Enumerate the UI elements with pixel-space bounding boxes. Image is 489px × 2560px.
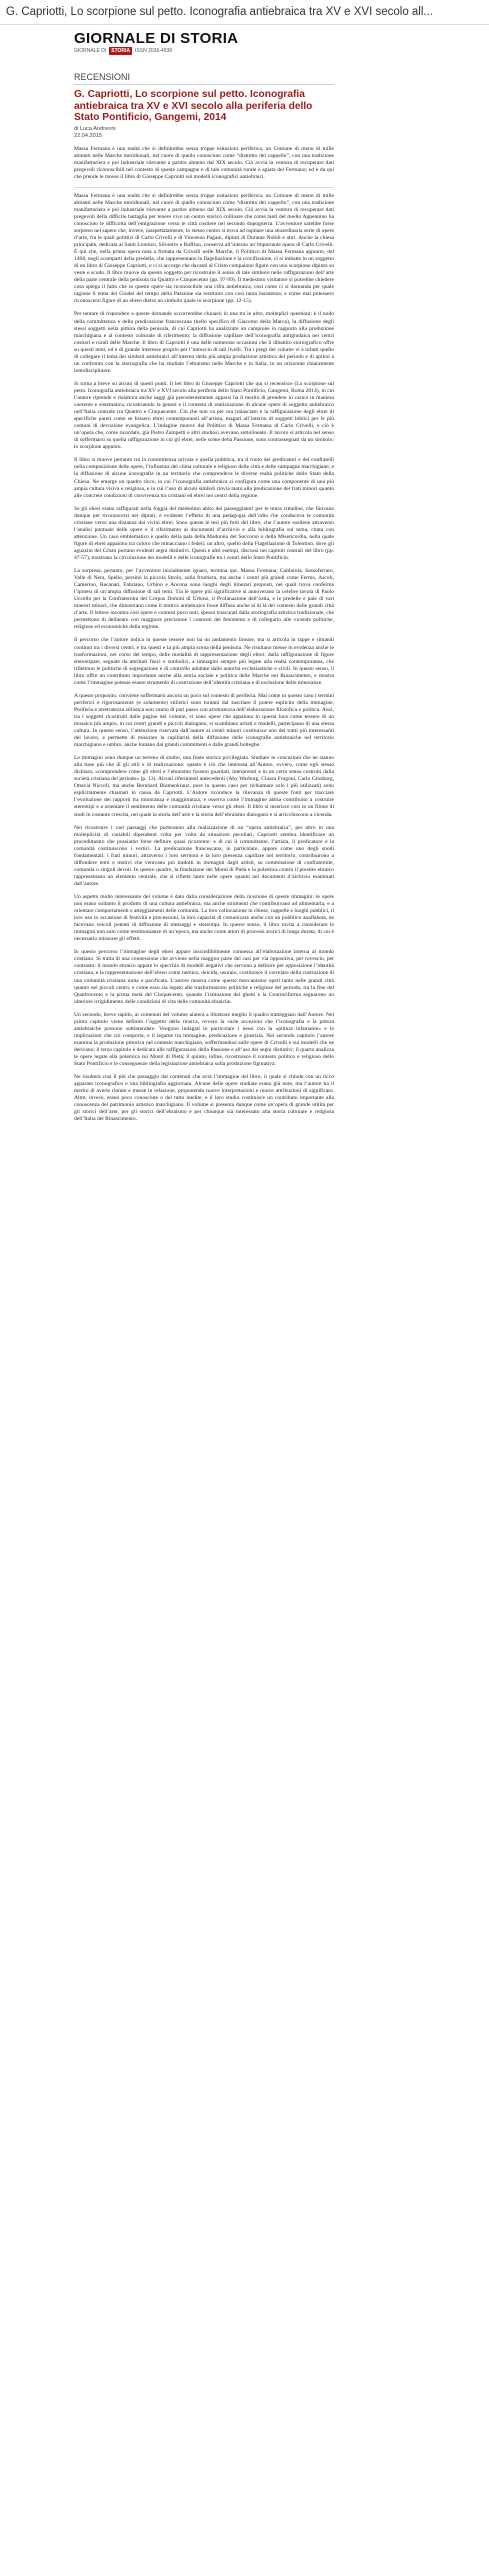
article-paragraph: Un secondo, breve rapido, ai contenuti del volume aiuterà a illustrare meglio il quadro tratteggiato dall’Autore. Nel primo capitolo viene definito l’oggetto della ricerca, ovvero la varie accezioni che l’iconografia e la pittura antiebraiche possono sottintendere. Vengono indagati in particolare i nessi con la «pittura infamante» e le implicazioni che ciò comporta, e il legame tra immagine, predicazione e giustizia. Nel secondo capitolo l’autore esamina la produzione pittorica nel contesto marchigiano, soffermandosi sulle opere di Crivelli e sui modelli che ne derivano; il terzo capitolo è dedicato alle raffigurazioni della Passione e all’uso dei segni distintivi; il quarto analizza le opere legate alla polemica sui Monti di Pietà; il quinto, infine, ricostruisce il contesto politico e religioso dello Stato Pontificio e le conseguenze della legislazione antiebraica sulla produzione figurativa. [74, 1011, 334, 1068]
article-paragraph: Il libro si muove pertanto tra la committenza privata e quella pubblica, tra il ruolo dei predicatori e dei confratelli nella composizione delle opere, l’influenza del clima culturale e religioso delle città e delle campagne marchigiane, e la diffusione di alcune iconografie in un territorio che comprendeva le diverse realtà politiche dello Stato della Chiesa. Ne emerge un quadro ricco, in cui l’iconografia antiebraica si configura come una componente di una più ampia cultura visiva e religiosa, e in cui l’uso di alcuni simboli rinvia tanto alla predicazione dei frati minori quanto alle concrete condizioni di convivenza tra cristiani ed ebrei nei centri della regione. [74, 457, 334, 499]
article-paragraph: Massa Fermana è una realtà che si definirebbe senza troppe esitazioni periferica, un Comune di meno di mille abitanti nelle Marche meridionali, nel cuore di quello conosciuto come “distretto del cappello”, con una tradizione manifatturiera e poi industriale rilevante a partire almeno dal XIX secolo. Ciò avvia la ventura di recuperare dati pregevoli della difficile battaglia per tenere vivo un centro storico collinare che come tanti del medio Appennino ha conosciuto le difficoltà dell’emigrazione verso le città costiere nel secondo dopoguerra. L’avventore sarebbe forse sorpreso nel sapere che, invece, inaspettatamente, lo stesso centro si trova ad ospitare una straordinaria serie di opere d’arte, fra le quali polittici di Carlo Crivelli e di Vincenzo Pagani, dipinti di Durante Nobili e altri. Anche la chiesa principale, dedicata ai Santi Lorenzo, Silvestro e Ruffino, conserva all’interno un’importante opera di Carlo Crivelli. È qui che, nella prima opera nota a firmata da Crivelli nelle Marche, il Polittico di Massa Fermana appunto, del 1468, negli scomparti della predella, che rappresentano la flagellazione e la crocifissione, ci si imbatte in un soggetto di un libro di Giuseppe Capriotti, e ci si accorge che davanti al Cristo compaiono figure con uno scorpione dipinto su veste e scudo. Il libro muove da questo soggetto per ricostruire il senso di tale simbolo nelle raffigurazioni dell’arte della parte centrale della penisola tra Quattro e Cinquecento (pp. 97-99). Il medesimo visitatore si potrebbe chiedere cosa spiega il fatto che in queste opere sia riconoscibile una cifra antiebraica, così come ci si domanda per quale ragione il tema dei Giudei del tempo della Passione sia restituito con così tanta insistenza; e come mai potessero riconoscersi figure di un ebreo dietro un simbolo quale lo scorpione (pp. 12-15). [74, 192, 334, 305]
article-body [74, 193, 334, 1124]
article-paragraph: In questo percorso l’immagine degli ebrei appare inscindibilmente connessa all’elaborazione interna al mondo cristiano. Si tratta di una connessione che avviene nella maggior parte dei casi per via oppositiva, per rovescio, per contrasto: il mondo ebraico appare lo specchio di modelli negativi che servono a definire per opposizione l’identità cristiana, e la rappresentazione dell’ebreo come nemico, deicida, usuraio, costituisce il correlato della costruzione di una comunità cristiana unita e pacificata. L’autore mostra come questo meccanismo operi tanto nelle grandi città quanto nei piccoli centri, e come esso sia legato alle trasformazioni politiche e religiose del periodo, tra la fine del Quattrocento e la prima metà del Cinquecento, quando l’istituzione dei ghetti e la Controriforma segnarono un ulteriore irrigidimento delle condizioni di vita delle comunità ebraiche. [74, 949, 334, 1005]
article-paragraph: La sorpresa, pertanto, per l’avventore inizialmente ignaro, termina qui. Massa Fermana, Caldarola, Sassoferrato, Valle di Nera, Spello, persino la piccola Strolo, sulla frontiera, ma anche i centri più grandi come Fermo, Ascoli, Camerino, Recanati, Fabriano, Urbino e Ancona sono luoghi degli itinerari proposti, nei quali trova conferma l’ipotesi di un’ampia diffusione di tali temi. Tra le opere più significative si annoverano la celebre tavola di Paolo Uccello per la Confraternita del Corpus Domini di Urbino, il Profanazione dell’ostia, e le predelle e pale di vari maestri minori, che dimostrano come il motivo antiebraico fosse diffuso anche al di là del contesto delle grandi città d’arte. Il lettore incontra così opere e contesti poco noti, spesso trascurati dalla storiografia artistica tradizionale, che permettono di delineare con maggiore precisione i contorni del fenomeno e di collegarlo alle vicende politiche, religiose ed economiche della regione. [74, 568, 334, 631]
article-paragraph: Se gli ebrei erano raffigurati nella foggia del medesimo abito dei passeggiatori per le mura cittadine, che finivano dunque per riconoscersi nei dipinti, è evidente l’effetto di una pedagogia dell’odio che conduceva le comunità cristiane verso una distanza dai vicini ebrei. Sono queste le tesi più forti del libro, che l’autore sostiene attraverso l’analisi puntuale delle opere e il riferimento ai documenti d’archivio e alla bibliografia sul tema, citata con attenzione. Un caso emblematico è quello della pala della Madonna del Soccorso o della Misericordia, nella quale figure di ebrei appaiono tra coloro che minacciano i fedeli; un altro, quello della Flagellazione di Tolentino, dove gli aguzzini del Cristo portano evidenti segni distintivi. Questi e altri esempi, discussi nei capitoli centrali del libro (pp. 47-57), mostrano la circolazione dei modelli e delle iconografie tra i centri dello Stato Pontificio. [74, 505, 334, 561]
article-author: di Luca Andreoni [74, 125, 116, 132]
article-paragraph: Ne risulterà così il più che passaggio dai contenuti che avrà l’immagine del libro, il quale si chiude con un ricco apparato iconografico e una bibliografia aggiornata. Alcune delle opere studiate erano già note, ma l’autore ha il merito di averle riunite e messe in relazione, proponendo nuove interpretazioni e nuove attribuzioni di significato. Altre, invece, erano poco conosciute o del tutto inedite, e il loro studio costituisce un contributo importante alla conoscenza del patrimonio artistico marchigiano. Il volume si presenta dunque come un’opera di grande utilità per gli storici dell’arte, per gli storici dell’ebraismo e per chiunque sia interessato alla storia culturale e religiosa dell’Italia del Rinascimento. [74, 1074, 334, 1123]
section-label[interactable]: RECENSIONI [74, 69, 334, 85]
article-title: G. Capriotti, Lo scorpione sul petto. Iconografia antiebraica tra XV e XVI secolo alla periferia dello Stato Pontificio, Gangemi, 2014 [74, 89, 313, 123]
article-paragraph: Nei ricostruire i vari passaggi che porteranno alla realizzazione di un “opera antiebraica”, per altro in una molteplicità di variabili dipendenti volta per volta da situazioni peculiari, Capriotti sembra identificare un procedimento che possiamo forse definire quasi ricorrente: e di cui il committente, l’artista, il predicatore e la comunità costituiscono i vertici. La predicazione francescana, in particolare, appare come uno degli snodi fondamentali: i frati minori, attraverso i loro sermoni e la loro presenza capillare nel territorio, contribuirono a diffondere temi e motivi che venivano poi tradotti in immagini dagli artisti, su commissione di confraternite, comunità o singoli devoti. In questo quadro, la fondazione dei Monti di Pietà e la polemica contro il prestito ebraico rappresentano un elemento centrale, che si riflette tanto nelle opere quanto nei documenti d’archivio esaminati dall’autore. [74, 824, 334, 887]
site-logo[interactable] [74, 31, 334, 65]
article-paragraph: Il percorso che l’autore indica in queste tessere non ha un andamento lineare, ma si articola in tappe e rimandi continui tra i diversi centri, e tra questi e la più ampia scena della penisola. Ne risultano messe in evidenza anche le trasformazioni, nel corso del tempo, delle modalità di rappresentazione degli ebrei: dalla raffigurazione di figure stereotipate, segnate da attributi fisici e simbolici, a immagini sempre più legate alla realtà contemporanea, che riflettono le politiche di segregazione e di controllo adottate dalle autorità ecclesiastiche e civili. In questo senso, il libro offre un contributo importante anche alla storia sociale e politica delle Marche nel Rinascimento, e mostra come l’immagine potesse essere strumento di costruzione dell’identità cristiana e di esclusione delle minoranze. [74, 637, 334, 686]
article-paragraph: Per tentare di rispondere a queste domande occorrerebbe chinarsi in una tra le altre, molteplici questioni: è il nodo della committenza e della predicazione francescana (nello specifico di Giacomo della Marca), la diffusione degli stessi soggetti nella pittura della penisola, di cui Capriotti ha analizzato un campione in rapporto alla produzione marchigiana e al contesto culturale di riferimento; la diffusione capillare dell’iconografia antigiudaica nei centri costieri e rurali delle Marche. Il libro di Capriotti è una delle numerose occasioni che il dibattito storiografico offre su questi temi, ed è di grande interesse proprio per l’intreccio di tali livelli. Tra i pregi del volume vi è infatti quello di collegare il tema dei simboli antiebraici all’interno della più ampia produzione artistica del periodo e di aprirsi a un confronto con la storiografia che ha studiato l’ebraismo nelle Marche e in Italia, in un orizzonte chiaramente interdisciplinare. [74, 311, 334, 374]
article-date: 22.04.2015 [74, 132, 102, 139]
page-container [74, 31, 334, 1123]
divider [74, 187, 334, 188]
article-paragraph: Un aspetto molto interessante del volume è dato dalla considerazione della ricezione di queste immagini: le opere non erano soltanto il prodotto di una cultura antiebraica, ma anche strumenti che contribuivano ad alimentarla, e a orientare comportamenti e atteggiamenti delle comunità. La loro collocazione in chiese, cappelle e luoghi pubblici, il loro uso in occasione di festività e processioni, la loro capacità di comunicare anche con un pubblico analfabeta, ne facevano veicoli potenti di diffusione di messaggi e stereotipi. In questo senso, il libro invita a considerare le immagini non solo come testimonianze di un’epoca, ma anche come attori di processi storici di lunga durata, di cui è necessario misurare gli effetti. [74, 894, 334, 943]
article-paragraph: A questo proposito, conviene soffermarsi ancora un poco sul contesto di periferia. Mai come in questo caso i termini periferici e rigorosamente (e solamente) stilistici sono lontani dal suscitare il potere esplicito della immagine, Periferia e arretratezza stilistica non vanno di pari passo con arretratezza dell’elaborazione filosofica o politica. Anzi, tra i soggetti ricostruiti dalle pagine del volume, vi sono opere che appaiono in questa luce come tessere di un mosaico più ampio, in cui centri grandi e piccoli dialogano, si scambiano artisti e modelli, partecipano di una stessa cultura. In questo senso, l’attenzione riservata dall’autore ai centri minori costituisce uno dei tratti più interessanti del lavoro, e permette di misurare la capillarità della diffusione delle iconografie antiebraiche nel territorio marchigiano e umbro, anche lontano dai grandi committenti e dalle grandi botteghe. [74, 692, 334, 749]
browser-title-bar: G. Capriotti, Lo scorpione sul petto. Iconografia antiebraica tra XV e XVI secolo all... [0, 0, 489, 25]
article-paragraph: Le immagini sono dunque un terreno di studio, una fonte storica privilegiata. Studiare le concezioni che ne stanno alla base più che di gli stili e di realizzazione: questo è ciò che interessa all’Autore, ovvero, come egli stesso dichiara, «comprendere come gli ebrei e l’ebraismo fossero guardati, interpretati e in un certo senso costruiti dalla società cristiana del periodo» (p. 13). Alcuni riferimenti antecedenti (Aby Warburg, Chiara Frugoni, Carlo Ginzburg, Ottavia Niccoli, ma anche Bernhard Blumenkranz, pure in questo caso per richiamare solo i più utilizzati) sono esplicitamente chiamati in causa da Capriotti. L’Autore riconduce la rilevanza di queste fonti per tracciare l’evoluzione dei rapporti tra minoranza e maggioranza, e osserva come l’immagine abbia contribuito a costruire stereotipi e a orientare il sentimento delle comunità cristiane verso gli ebrei. Il libro si inserisce così in un filone di studi in costante crescita, nel quale la storia dell’arte e la storia dell’ebraismo dialogano e si arricchiscono a vicenda. [74, 755, 334, 818]
article-paragraph: Si torna a breve su alcuni di questi punti. Il bel libro di Giuseppe Capriotti che qui si recensisce (Lo scorpione sul petto. Iconografia antiebraica tra XV e XVI secolo alla periferia dello Stato Pontificio, Gangemi, Roma 2014), in cui l’autore riprende e rielabora anche saggi già precedentemente apparsi ha il merito di prendere in carico in maniera coerente e sistematica, ricostruendo la genesi e il contesto di realizzazione di alcune opere di soggetto antiebraico nell’Italia centrale tra Quattro e Cinquecento. Ciò che non va per ora tralasciato è la raffigurazione degli ebrei di specifiche pareti come se fossero ebrei contemporanei all’artista, magari all’interno di soggetti biblici per le più comuni di devozione evangelica. L’indagine muove dal Polittico di Massa Fermana di Carlo Crivelli, e ciò è un’opera che, come ricordato, già Pietro Zampetti e altri studiosi avevano sottolineato. Il lavoro si articola nel senso di soffermarsi su quella raffigurazione in cui gli ebrei, nelle scene della Passione, sono contrassegnati da un simbolo: lo scorpione appunto. [74, 380, 334, 451]
article-lead: Massa Fermana è una realtà che si definirebbe senza troppe esitazioni periferica, un Comune di meno di mille abitanti nelle Marche meridionali, nel cuore di quello conosciuto come “distretto del cappello”, con una tradizione manifatturiera e poi industriale rilevante a partire almeno dal XIX secolo. Ciò avvia la ventura di recuperare dati pregevoli riconoscibili nel contesto di queste campagne e di tale comunità rurale e agiata del Fermano; ed è da qui che prende le mosse il libro di Giuseppe Capriotti sui modelli iconografici antiebraici. [74, 145, 334, 180]
tagline-left: GIORNALE DI [74, 48, 107, 54]
tagline-brand: STORIA [111, 48, 131, 54]
tagline-right: ISSN 2036-4938 [135, 48, 173, 54]
site-tagline [74, 47, 334, 55]
site-name[interactable]: GIORNALE DI STORIA [74, 30, 239, 47]
